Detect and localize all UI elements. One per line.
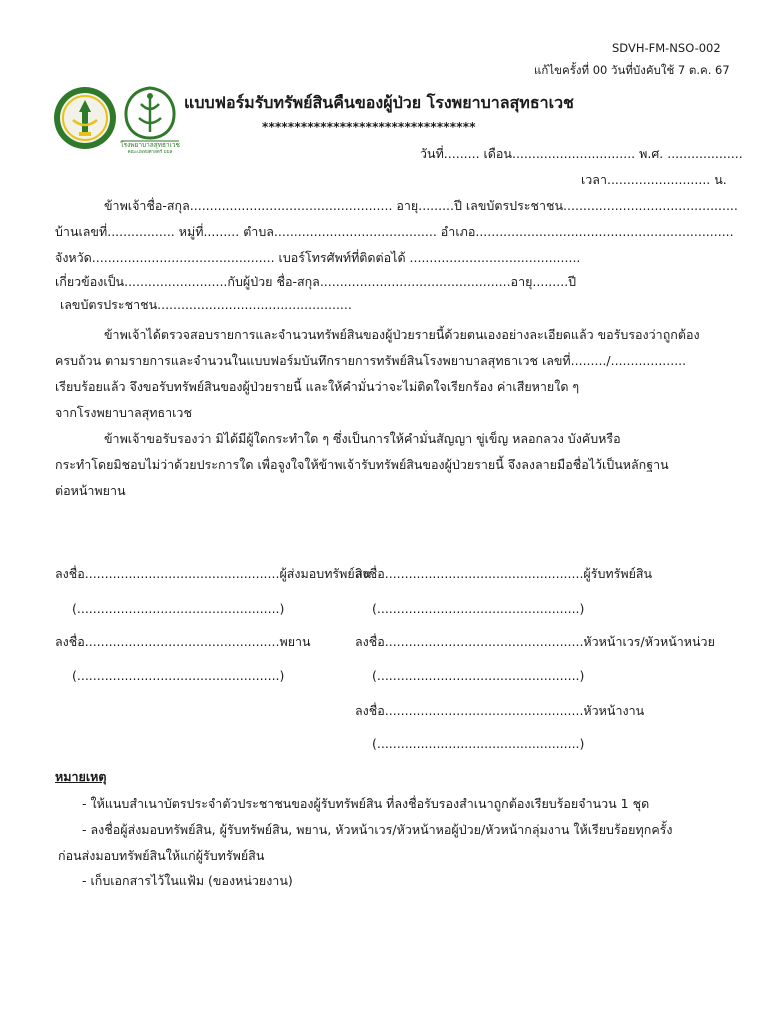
- signature-witness: ลงชื่อ.................................................พยาน: [55, 634, 311, 649]
- form-title: แบบฟอร์มรับทรัพย์สินคืนของผู้ป่วย โรงพยาบาลสุทธาเวช: [184, 93, 574, 112]
- signature-shift-head-name: (...................................................): [372, 668, 585, 683]
- info-address-line: บ้านเลขที่................. หมู่ที่......... ตำบล......................................... อำเภอ.................................................................: [55, 224, 734, 239]
- paragraph1-line2: ครบถ้วน ตามรายการและจำนวนในแบบฟอร์มบันทึกรายการทรัพย์สินโรงพยาบาลสุทธาเวช เลขที่........./...................: [55, 353, 687, 368]
- title-stars: *********************************: [262, 120, 476, 134]
- time-line: เวลา.......................... น.: [581, 172, 727, 187]
- signature-department-head-name: (...................................................): [372, 736, 585, 751]
- note-item-3: - เก็บเอกสารไว้ในแฟ้ม (ของหน่วยงาน): [82, 873, 293, 888]
- note-item-2-cont: ก่อนส่งมอบทรัพย์สินให้แก่ผู้รับทรัพย์สิน: [58, 848, 265, 863]
- signature-deliverer-name: (...................................................): [72, 601, 285, 616]
- hospital-logo-icon: [117, 84, 183, 154]
- faculty-seal-icon: [53, 86, 117, 150]
- revision-info: แก้ไขครั้งที่ 00 วันที่บังคับใช้ 7 ต.ค. 67: [534, 63, 730, 77]
- signature-shift-head: ลงชื่อ..................................................หัวหน้าเวร/หัวหน้าหน่วย: [355, 634, 715, 649]
- paragraph1-line3: เรียบร้อยแล้ว จึงขอรับทรัพย์สินของผู้ป่วยรายนี้ และให้คำมั่นว่าจะไม่ติดใจเรียกร้อง ค่าเสียหายใด ๆ: [55, 379, 580, 394]
- form-code: SDVH-FM-NSO-002: [612, 41, 721, 55]
- paragraph2-line3: ต่อหน้าพยาน: [55, 483, 126, 498]
- logo-text: โรงพยาบาลสุทธาเวช: [120, 141, 180, 149]
- info-id-line: เลขบัตรประชาชน.................................................: [60, 297, 352, 312]
- info-province-line: จังหวัด.............................................. เบอร์โทรศัพท์ที่ติดต่อได้ ...........................................: [55, 250, 581, 265]
- note-item-2: - ลงชื่อผู้ส่งมอบทรัพย์สิน, ผู้รับทรัพย์สิน, พยาน, หัวหน้าเวร/หัวหน้าหอผู้ป่วย/หัวหน้ากลุ่มงาน ให้เรียบร้อยทุกครั้ง: [82, 822, 673, 837]
- notes-heading: หมายเหตุ: [55, 769, 107, 784]
- signature-receiver: ลงชื่อ..................................................ผู้รับทรัพย์สิน: [355, 566, 653, 581]
- signature-department-head: ลงชื่อ..................................................หัวหน้างาน: [355, 703, 645, 718]
- paragraph2-line2: กระทำโดยมิชอบไม่ว่าด้วยประการใด เพื่อจูงใจให้ข้าพเจ้ารับทรัพย์สินของผู้ป่วยรายนี้ จึงลงลายมือชื่อไว้เป็นหลักฐาน: [55, 457, 669, 472]
- logo-subtext: คณะแพทยศาสตร์ มมส: [127, 150, 173, 154]
- paragraph2-line1: ข้าพเจ้าขอรับรองว่า มิได้มีผู้ใดกระทำใด ๆ ซึ่งเป็นการให้คำมั่นสัญญา ขู่เข็ญ หลอกลวง บังคับหรือ: [104, 431, 621, 446]
- paragraph1-line4: จากโรงพยาบาลสุทธาเวช: [55, 405, 192, 420]
- info-relation-line: เกี่ยวข้องเป็น..........................กับผู้ป่วย ชื่อ-สกุล................................................อายุ.........ปี: [55, 274, 577, 289]
- date-line: วันที่......... เดือน............................... พ.ศ. ...................: [420, 146, 743, 161]
- info-name-line: ข้าพเจ้าชื่อ-สกุล................................................... อายุ.........ปี เลขบัตรประชาชน............................................: [104, 198, 738, 213]
- signature-receiver-name: (...................................................): [372, 601, 585, 616]
- note-item-1: - ให้แนบสำเนาบัตรประจำตัวประชาชนของผู้รับทรัพย์สิน ที่ลงชื่อรับรองสำเนาถูกต้องเรียบร้อยจำนวน 1 ชุด: [82, 796, 650, 811]
- signature-deliverer: ลงชื่อ.................................................ผู้ส่งมอบทรัพย์สิน: [55, 566, 371, 581]
- paragraph1-line1: ข้าพเจ้าได้ตรวจสอบรายการและจำนวนทรัพย์สินของผู้ป่วยรายนี้ด้วยตนเองอย่างละเอียดแล้ว ขอรับรองว่าถูกต้อง: [104, 327, 700, 342]
- signature-witness-name: (...................................................): [72, 668, 285, 683]
